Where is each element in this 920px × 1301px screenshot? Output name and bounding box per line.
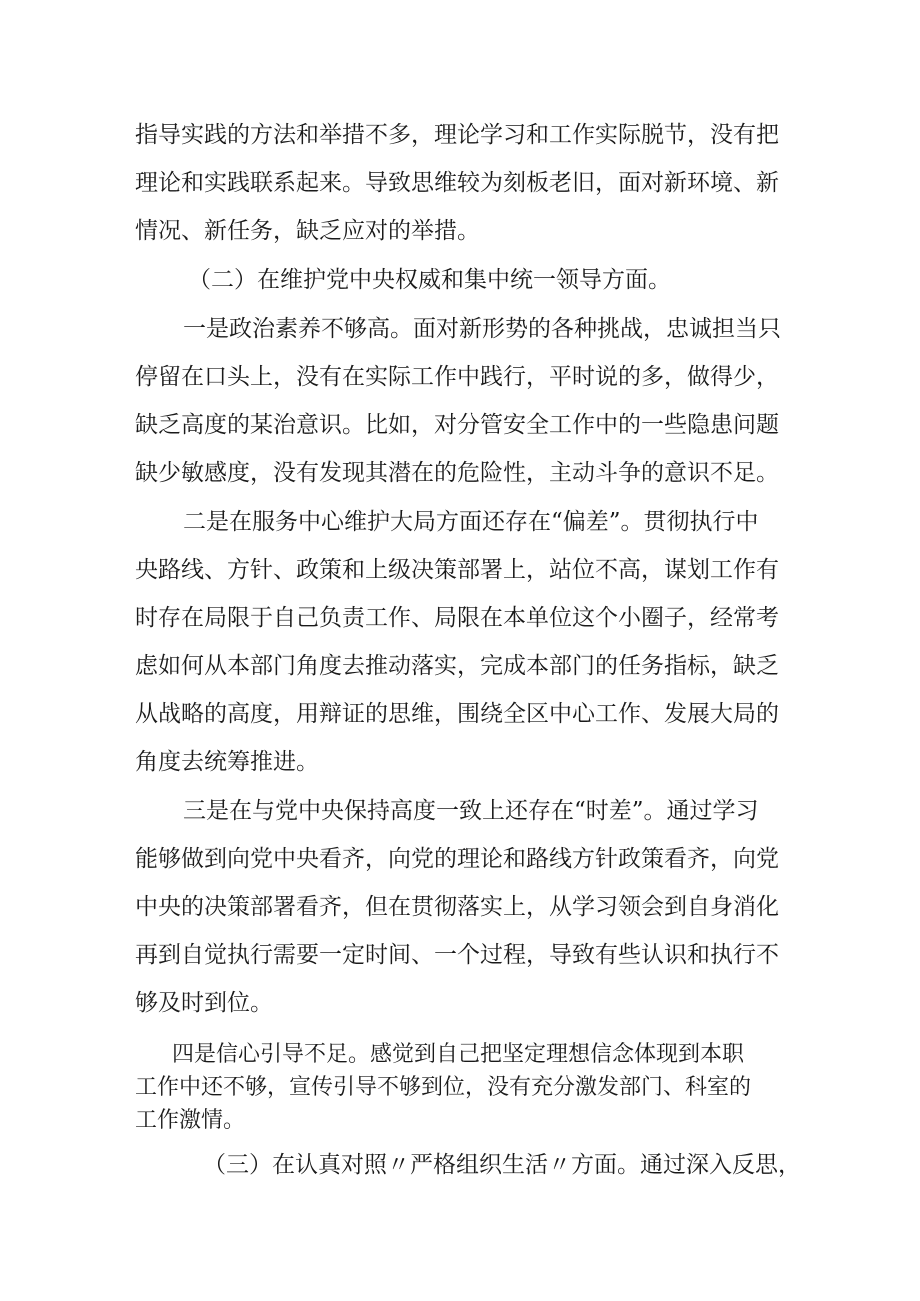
- paragraph-line: 四是信心引导不足。感觉到自己把坚定理想信念体现到本职: [172, 1042, 745, 1067]
- paragraph-line: 中央的决策部署看齐，但在贯彻落实上，从学习领会到自身消化: [135, 894, 779, 920]
- paragraph-line: 三是在与党中央保持高度一致上还存在“时差”。通过学习: [183, 798, 759, 824]
- paragraph-line: 一是政治素养不够高。面对新形势的各种挑战，忠诚担当只: [183, 316, 781, 342]
- paragraph-line: 情况、新任务，缺乏应对的举措。: [135, 218, 480, 244]
- paragraph-line: 角度去统筹推进。: [135, 749, 319, 775]
- paragraph-line: 理论和实践联系起来。导致思维较为刻板老旧，面对新环境、新: [135, 170, 779, 196]
- paragraph-line: 工作中还不够，宣传引导不够到位，没有充分激发部门、科室的: [135, 1075, 752, 1100]
- paragraph-line: 工作激情。: [135, 1108, 246, 1133]
- paragraph-line: 再到自觉执行需要一定时间、一个过程，导致有些认识和执行不: [135, 942, 779, 968]
- paragraph-line: 指导实践的方法和举措不多，理论学习和工作实际脱节，没有把: [135, 122, 779, 148]
- paragraph-line: 虑如何从本部门角度去推动落实，完成本部门的任务指标，缺乏: [135, 653, 779, 679]
- paragraph-line: 够及时到位。: [135, 990, 273, 1016]
- paragraph-line: 停留在口头上，没有在实际工作中践行，平时说的多，做得少，: [135, 364, 779, 390]
- paragraph-line: 时存在局限于自己负责工作、局限在本单位这个小圈子，经常考: [135, 605, 779, 631]
- paragraph-line: 缺少敏感度，没有发现其潜在的危险性，主动斗争的意识不足。: [135, 460, 779, 486]
- paragraph-line: 二是在服务中心维护大局方面还存在“偏差”。贯彻执行中: [183, 509, 759, 535]
- section-heading-three: （三）在认真对照〃严格组织生活〃方面。通过深入反思，: [203, 1152, 801, 1178]
- paragraph-line: 缺乏高度的某治意识。比如，对分管安全工作中的一些隐患问题: [135, 412, 779, 438]
- paragraph-line: 央路线、方针、政策和上级决策部署上，站位不高，谋划工作有: [135, 557, 779, 583]
- paragraph-line: 能够做到向党中央看齐，向党的理论和路线方针政策看齐，向党: [135, 846, 779, 872]
- section-heading-two: （二）在维护党中央权威和集中统一领导方面。: [188, 267, 671, 293]
- paragraph-line: 从战略的高度，用辩证的思维，围绕全区中心工作、发展大局的: [135, 701, 779, 727]
